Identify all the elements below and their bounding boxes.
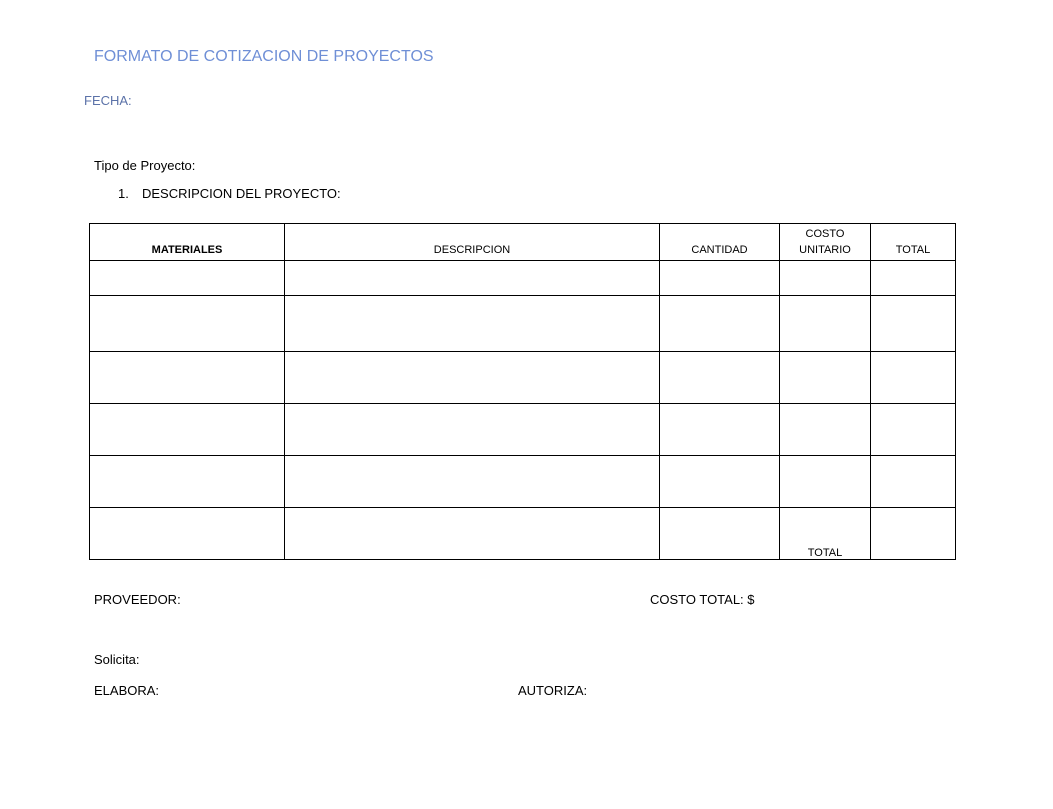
table-row (90, 261, 956, 296)
cell-materiales[interactable] (90, 456, 285, 508)
header-materiales: MATERIALES (90, 224, 285, 261)
table-row (90, 352, 956, 404)
footer-total-label: TOTAL (780, 508, 871, 560)
cell-costo-unitario[interactable] (780, 352, 871, 404)
table-row (90, 404, 956, 456)
cell-costo-unitario[interactable] (780, 456, 871, 508)
header-costo-line1: COSTO (805, 228, 845, 240)
header-costo-line2: UNITARIO (799, 244, 851, 256)
cell-costo-unitario[interactable] (780, 296, 871, 352)
elabora-label: ELABORA: (94, 683, 160, 698)
solicita-label: Solicita: (94, 652, 140, 667)
cell-cantidad[interactable] (660, 352, 780, 404)
cell-cantidad[interactable] (660, 456, 780, 508)
table-footer-row (90, 508, 956, 560)
cell-total[interactable] (871, 296, 956, 352)
cell-total[interactable] (871, 456, 956, 508)
header-total: TOTAL (871, 224, 956, 261)
cell-total[interactable] (871, 352, 956, 404)
costo-total-label: COSTO TOTAL: $ (650, 592, 755, 607)
header-descripcion: DESCRIPCION (285, 224, 660, 261)
proveedor-label: PROVEEDOR: (94, 592, 181, 607)
cell-costo-unitario[interactable] (780, 261, 871, 296)
cell-descripcion[interactable] (285, 404, 660, 456)
cell-cantidad[interactable] (660, 404, 780, 456)
header-costo-unitario (780, 224, 871, 261)
cell-cantidad[interactable] (660, 508, 780, 560)
section-descripcion-heading (118, 186, 341, 201)
cell-cantidad[interactable] (660, 296, 780, 352)
cell-grand-total[interactable] (871, 508, 956, 560)
cell-materiales[interactable] (90, 261, 285, 296)
table-header-row (90, 224, 956, 261)
cell-materiales[interactable] (90, 296, 285, 352)
section-label: DESCRIPCION DEL PROYECTO: (142, 186, 341, 201)
cell-materiales[interactable] (90, 508, 285, 560)
cell-descripcion[interactable] (285, 352, 660, 404)
document-title: FORMATO DE COTIZACION DE PROYECTOS (94, 48, 434, 65)
cell-materiales[interactable] (90, 352, 285, 404)
fecha-label: FECHA: (84, 93, 132, 108)
cell-descripcion[interactable] (285, 456, 660, 508)
section-number: 1. (118, 186, 129, 201)
cell-materiales[interactable] (90, 404, 285, 456)
cell-descripcion[interactable] (285, 261, 660, 296)
tipo-proyecto-label: Tipo de Proyecto: (94, 158, 196, 173)
cell-descripcion[interactable] (285, 296, 660, 352)
cell-descripcion[interactable] (285, 508, 660, 560)
cell-cantidad[interactable] (660, 261, 780, 296)
cell-total[interactable] (871, 404, 956, 456)
table-row (90, 296, 956, 352)
autoriza-label: AUTORIZA: (518, 683, 588, 698)
cell-costo-unitario[interactable] (780, 404, 871, 456)
cell-total[interactable] (871, 261, 956, 296)
table-row (90, 456, 956, 508)
quotation-table (89, 223, 956, 560)
header-cantidad: CANTIDAD (660, 224, 780, 261)
